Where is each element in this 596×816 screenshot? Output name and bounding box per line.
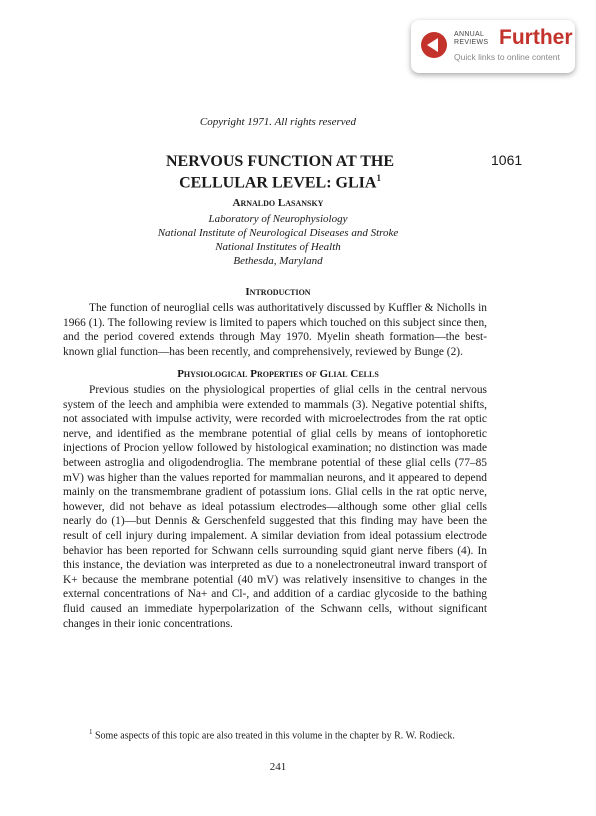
- footnote-mark: 1: [89, 728, 93, 736]
- title-footnote-mark: 1: [376, 173, 381, 183]
- copyright-notice: Copyright 1971. All rights reserved: [199, 116, 357, 128]
- author-affiliation: Laboratory of Neurophysiology National Institute of Neurological Diseases and Stroke National Institutes of Health Bethesda, Maryland: [157, 213, 399, 267]
- article-title: NERVOUS FUNCTION AT THE CELLULAR LEVEL: GLIA$^1$: [165, 153, 395, 192]
- footnote: $^1$ Some aspects of this topic are also treated in this volume in the chapter by R. W. Rodieck.: [89, 728, 455, 742]
- further-label: Further: [499, 26, 573, 49]
- section-heading-introduction: Introduction: [245, 286, 311, 298]
- back-arrow-icon: [421, 32, 447, 58]
- page-number: 1061: [491, 152, 523, 168]
- introduction-paragraph: The function of neuroglial cells was authoritatively discussed by Kuffler & Nicholls in 1966 (1). The following review is limited to papers which touched on this subject since then, and the period covered extends through May 1970. Myelin sheath formation—the best-known glial function—has been recently, and comprehensively, reviewed by Bunge (2).: [63, 302, 487, 358]
- folio-page-number: 241: [269, 761, 287, 773]
- further-subtitle: Quick links to online content: [454, 52, 560, 62]
- further-badge[interactable]: [411, 20, 575, 73]
- annual-reviews-logo: ANNUAL REVIEWS: [454, 31, 489, 46]
- section-heading-physiological: Physiological Properties of Glial Cells: [177, 368, 379, 380]
- physiological-paragraph: Previous studies on the physiological properties of glial cells in the central nervous system of the leech and amphibia were extended to mammals (3). Negative potential shifts, not associated with impulse activity, were recorded with microelectrodes from the rat optic nerve, and identified as the membrane potential of glial cells by means of iontophoretic injections of Procion yellow followed by histological examination; no distinction was made between astroglia and oligodendroglia. The membrane potential of these glial cells (77–85 mV) was higher than the values reported for mammalian neurons, and it appeared to depend mainly on the transmembrane gradient of potassium ions. Glial cells in the rat optic nerve, however, did not behave as ideal potassium electrodes—although some other glial cells nearly do (1)—but Dennis & Gerschenfeld suggested that this finding may have been the result of cell injury during impalement. A similar deviation from ideal potassium electrode behavior has been reported for Schwann cells surrounding squid giant nerve fibers (4). In this instance, the deviation was interpreted as due to a nonelectroneutral inward transport of K+ because the membrane potential (40 mV) was relatively insensitive to changes in the external concentrations of Na+ and Cl-, and addition of a cardiac glycoside to the bathing fluid caused an immediate hyperpolarization of the Schwann cells, without significant changes in their ionic concentrations.: [63, 384, 487, 630]
- author-name: Arnaldo Lasansky: [232, 197, 324, 209]
